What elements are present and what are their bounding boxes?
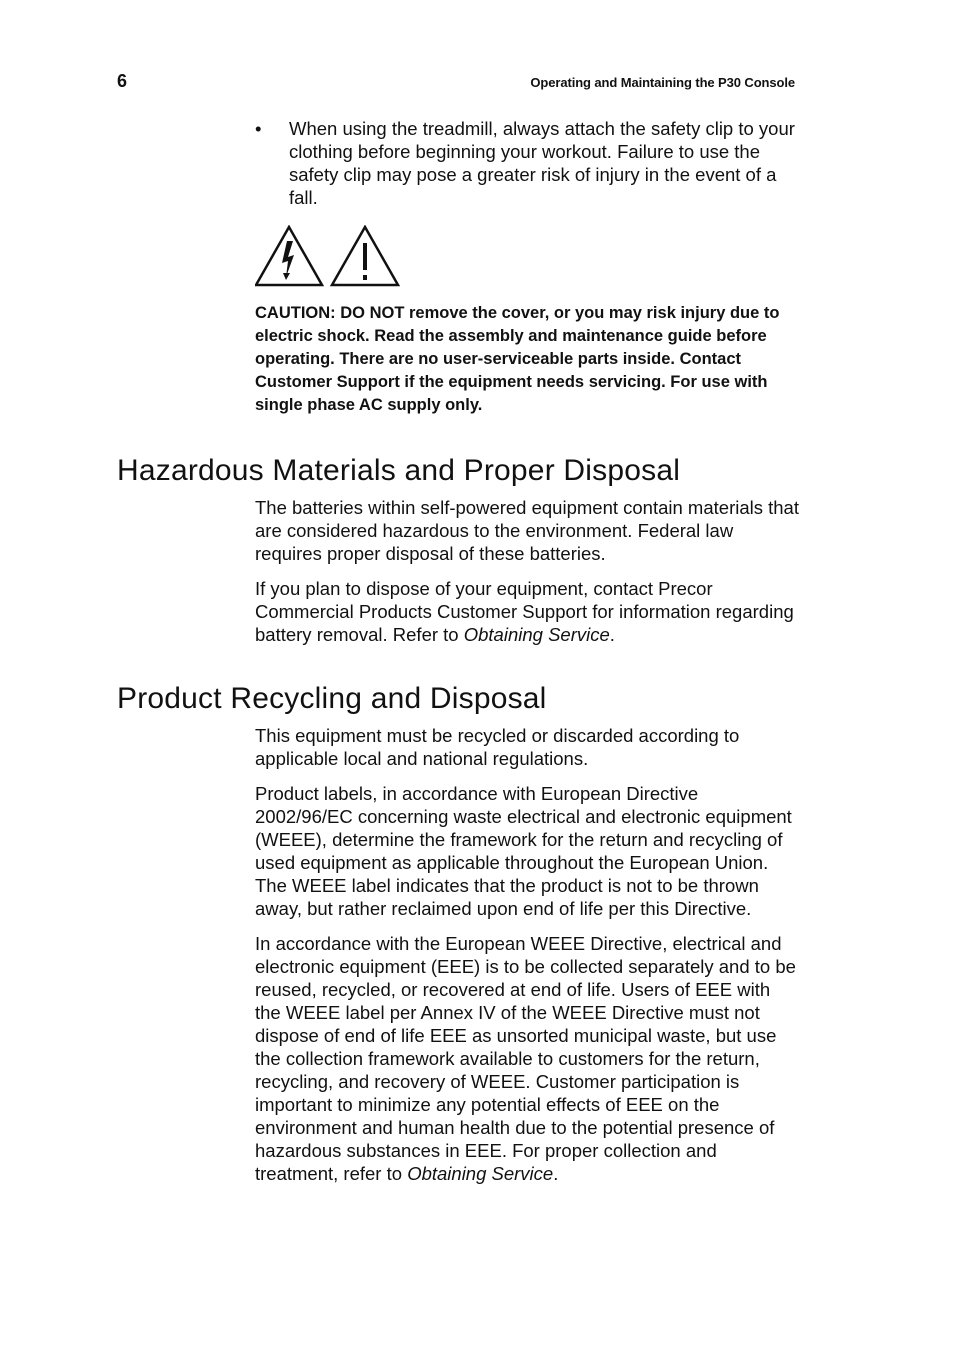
recycling-paragraph-3-text: In accordance with the European WEEE Directive, electrical and electronic equipment (EEE) is to be collected separately and to be reused, recycled, or recovered at end of life. Users of EEE with the WEEE label per Annex IV of the WEEE Directive must not dispose of end of life EEE as unsorted municipal waste, but use the collection framework available to customers for the return, recycling, and recovery of WEEE. Customer participation is important to minimize any potential effects of EEE on the environment and human health due to the potential presence of hazardous substances in EEE. For proper collection and treatment, refer to [255, 933, 796, 1184]
hazardous-section-body [255, 496, 800, 646]
caution-lead: CAUTION: DO NOT [255, 304, 405, 322]
page-number: 6 [117, 71, 128, 91]
hazardous-paragraph-1: The batteries within self-powered equipment contain materials that are considered hazardous to the environment. Federal law requires proper disposal of these batteries. [255, 497, 799, 564]
recycling-paragraph-2: Product labels, in accordance with European Directive 2002/96/EC concerning waste electrical and electronic equipment (WEEE), determine the framework for the return and recycling of used equipment as applicable throughout the European Union. The WEEE label indicates that the product is not to be thrown away, but rather reclaimed upon end of life per this Directive. [255, 783, 792, 919]
electric-shock-warning-icon [256, 227, 322, 285]
heading-hazardous-materials: Hazardous Materials and Proper Disposal [117, 454, 681, 487]
safety-clip-bullet [255, 117, 800, 209]
running-header: Operating and Maintaining the P30 Console [530, 75, 795, 90]
hazardous-paragraph-2 [255, 577, 800, 646]
hazardous-paragraph-2-text: If you plan to dispose of your equipment, contact Precor Commercial Products Customer Support for information regarding battery removal. Refer to [255, 578, 794, 645]
obtaining-service-link[interactable]: Obtaining Service [463, 624, 610, 645]
recycling-paragraph-1: This equipment must be recycled or discarded according to applicable local and national regulations. [255, 725, 740, 769]
caution-notice [255, 302, 795, 417]
bullet-text: When using the treadmill, always attach the safety clip to your clothing before beginning your workout. Failure to use the safety clip may pose a greater risk of injury in the event of a fall. [289, 118, 795, 208]
recycling-section-body [255, 724, 800, 1185]
bullet-mark: • [255, 118, 262, 139]
recycling-paragraph-3 [255, 932, 800, 1185]
hazardous-paragraph-2-end: . [609, 624, 615, 645]
heading-product-recycling: Product Recycling and Disposal [117, 682, 547, 715]
general-warning-icon [332, 227, 398, 285]
obtaining-service-link[interactable]: Obtaining Service [407, 1163, 554, 1184]
recycling-paragraph-3-end: . [553, 1163, 559, 1184]
warning-icons [255, 225, 405, 287]
caution-text: remove the cover, or you may risk injury due to electric shock. Read the assembly and maintenance guide before operating. There are no user-serviceable parts inside. Contact Customer Support if the equipment needs servicing. For use with single phase AC supply only. [255, 304, 780, 414]
